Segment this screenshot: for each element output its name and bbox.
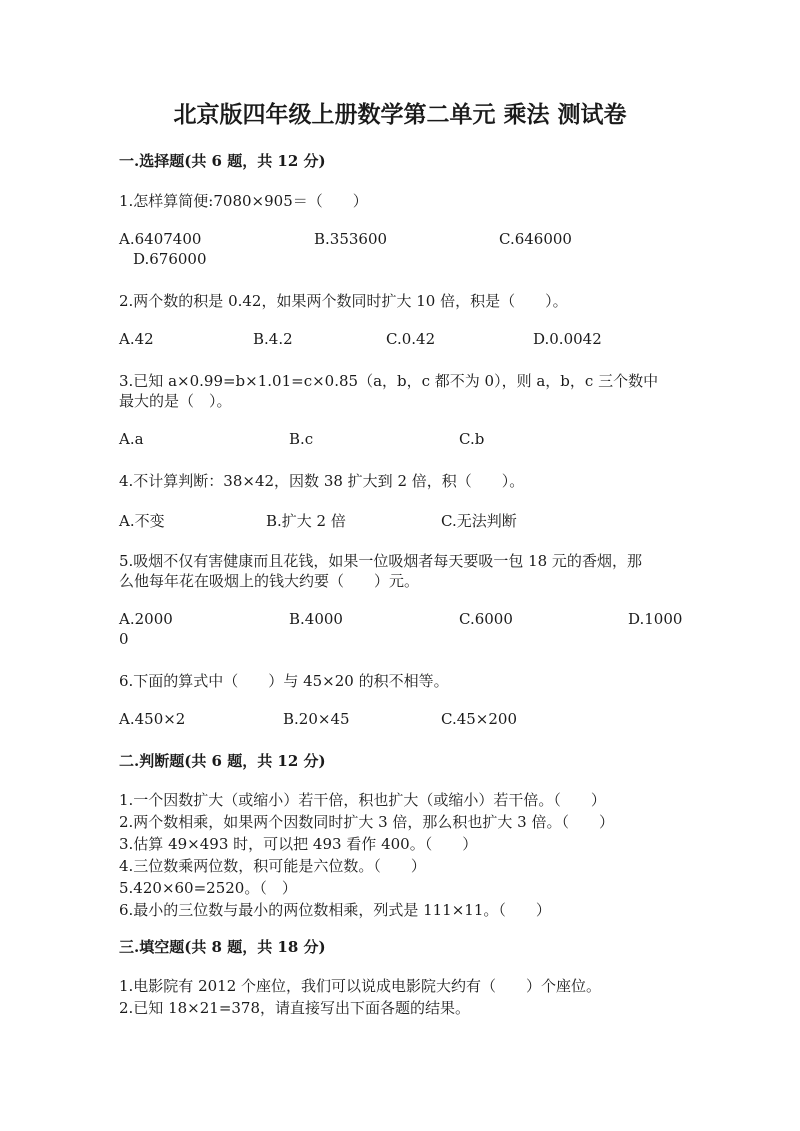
option-b[interactable]: B.c xyxy=(289,430,314,448)
question-stem: 6.下面的算式中（ ）与 45×20 的积不相等。 xyxy=(119,672,449,690)
option-a[interactable]: A.不变 xyxy=(119,512,165,530)
judgement-item: 4.三位数乘两位数，积可能是六位数。（ ） xyxy=(119,857,426,875)
option-b[interactable]: B.20×45 xyxy=(283,710,350,728)
fill-in-item: 2.已知 18×21=378，请直接写出下面各题的结果。 xyxy=(119,999,471,1017)
question-stem-continued: 最大的是（ ）。 xyxy=(119,392,232,410)
option-d-wrap: 0 xyxy=(119,630,129,648)
option-c[interactable]: C.0.42 xyxy=(386,330,436,348)
option-d[interactable]: D.0.0042 xyxy=(533,330,602,348)
option-c[interactable]: C.45×200 xyxy=(441,710,517,728)
option-a[interactable]: A.450×2 xyxy=(119,710,186,728)
option-c[interactable]: C.无法判断 xyxy=(441,512,517,530)
option-c[interactable]: C.6000 xyxy=(459,610,513,628)
option-d[interactable]: D.1000 xyxy=(628,610,683,628)
question-stem: 5.吸烟不仅有害健康而且花钱，如果一位吸烟者每天要吸一包 18 元的香烟，那 xyxy=(119,552,642,570)
page-title: 北京版四年级上册数学第二单元 乘法 测试卷 xyxy=(173,101,627,128)
judgement-item: 2.两个数相乘，如果两个因数同时扩大 3 倍，那么积也扩大 3 倍。（ ） xyxy=(119,813,614,831)
option-b[interactable]: B.4000 xyxy=(289,610,343,628)
option-c[interactable]: C.646000 xyxy=(499,230,572,248)
section-heading-judgement: 二.判断题(共 6 题，共 12 分) xyxy=(119,752,326,770)
question-stem: 2.两个数的积是 0.42，如果两个数同时扩大 10 倍，积是（ ）。 xyxy=(119,292,568,310)
question-stem: 3.已知 a×0.99=b×1.01=c×0.85（a，b，c 都不为 0），则 a，b，c 三个数中 xyxy=(119,372,659,390)
option-a[interactable]: A.6407400 xyxy=(119,230,202,248)
fill-in-item: 1.电影院有 2012 个座位，我们可以说成电影院大约有（ ）个座位。 xyxy=(119,977,602,995)
question-stem-continued: 么他每年花在吸烟上的钱大约要（ ）元。 xyxy=(119,572,420,590)
option-a[interactable]: A.42 xyxy=(119,330,154,348)
section-heading-fill-in: 三.填空题(共 8 题，共 18 分) xyxy=(119,938,326,956)
option-b[interactable]: B.扩大 2 倍 xyxy=(266,512,346,530)
option-b[interactable]: B.353600 xyxy=(314,230,388,248)
option-c[interactable]: C.b xyxy=(459,430,485,448)
option-d[interactable]: D.676000 xyxy=(133,250,207,268)
judgement-item: 6.最小的三位数与最小的两位数相乘，列式是 111×11。（ ） xyxy=(119,901,551,919)
question-stem: 1.怎样算简便:7080×905＝（ ） xyxy=(119,192,368,210)
judgement-item: 3.估算 49×493 时，可以把 493 看作 400。（ ） xyxy=(119,835,478,853)
section-heading-choice: 一.选择题(共 6 题，共 12 分) xyxy=(119,152,326,170)
option-a[interactable]: A.2000 xyxy=(119,610,173,628)
judgement-item: 1.一个因数扩大（或缩小）若干倍，积也扩大（或缩小）若干倍。（ ） xyxy=(119,791,606,809)
option-b[interactable]: B.4.2 xyxy=(253,330,293,348)
option-a[interactable]: A.a xyxy=(119,430,144,448)
question-stem: 4.不计算判断：38×42，因数 38 扩大到 2 倍，积（ ）。 xyxy=(119,472,525,490)
judgement-item: 5.420×60=2520。（ ） xyxy=(119,879,297,897)
